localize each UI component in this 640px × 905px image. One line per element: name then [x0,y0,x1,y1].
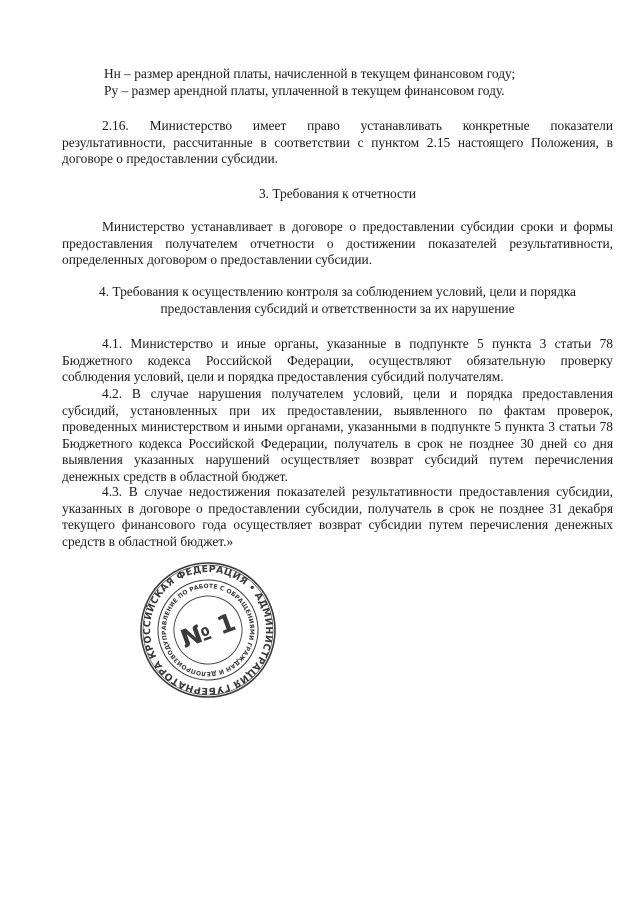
legend-line-ru: Ру – размер арендной платы, уплаченной в текущем финансовом году. [104,82,505,98]
seal-inner-text: УПРАВЛЕНИЕ ПО РАБОТЕ С ОБРАЩЕНИЯМИ ГРАЖДАН И ДЕЛОПРОИЗВОДСТВУ [160,582,256,678]
section-3-text: Министерство устанавливает в договоре о предоставлении субсидии сроки и формы предоставления получателем отчетности о достижении показателей результативности, определенных договором о предоставлении субсидии. [62,219,613,267]
section-3-heading: 3. Требования к отчетности [258,186,417,201]
formula-legend [62,66,613,99]
seal-stamp-graphic [138,560,278,700]
section-4-heading-line1: 4. Требования к осуществлению контроля за соблюдением условий, цели и порядка [99,284,576,299]
seal-outer-text: РОССИЙСКАЯ ФЕДЕРАЦИЯ • АДМИНИСТРАЦИЯ ГУБЕРНАТОРА КАЛУЖСКОЙ [141,563,275,697]
paragraph-4-3: 4.3. В случае недостижения показателей результативности предоставления субсидии, указанных в договоре о предоставлении субсидии, получатель в срок не позднее 31 декабря текущего финансового года осуществляет возврат субсидии путем перечисления денежных средств в областной бюджет.» [62,484,613,549]
section-4-heading-line2: предоставления субсидий и ответственности за их нарушение [160,300,515,316]
paragraph-4-1: 4.1. Министерство и иные органы, указанные в подпункте 5 пункта 3 статьи 78 Бюджетного кодекса Российской Федерации, осуществляют обязательную проверку соблюдения условий, цели и порядка предоставления субсидий получателям. [62,336,613,384]
section-4-heading [62,284,613,317]
official-seal [138,560,278,700]
paragraph-4-2: 4.2. В случае нарушения получателем условий, цели и порядка предоставления субсидий, установленных при их предоставлении, выявленного по фактам проверок, проведенных министерством и иными органами, указанными в подпункте 5 пункта 3 статьи 78 Бюджетного кодекса Российской Федерации, получатель в срок не позднее 30 дней со дня выявления указанных нарушений осуществляет возврат субсидий путем перечисления денежных средств в областной бюджет. [62,386,613,484]
legend-line-nn: Нн – размер арендной платы, начисленной в текущем финансовом году; [104,66,516,81]
paragraph-2-16: 2.16. Министерство имеет право устанавливать конкретные показатели результативности, рассчитанные в соответствии с пунктом 2.15 настоящего Положения, в договоре о предоставлении субсидии. [62,118,613,166]
seal-number: № 1 [176,607,240,654]
